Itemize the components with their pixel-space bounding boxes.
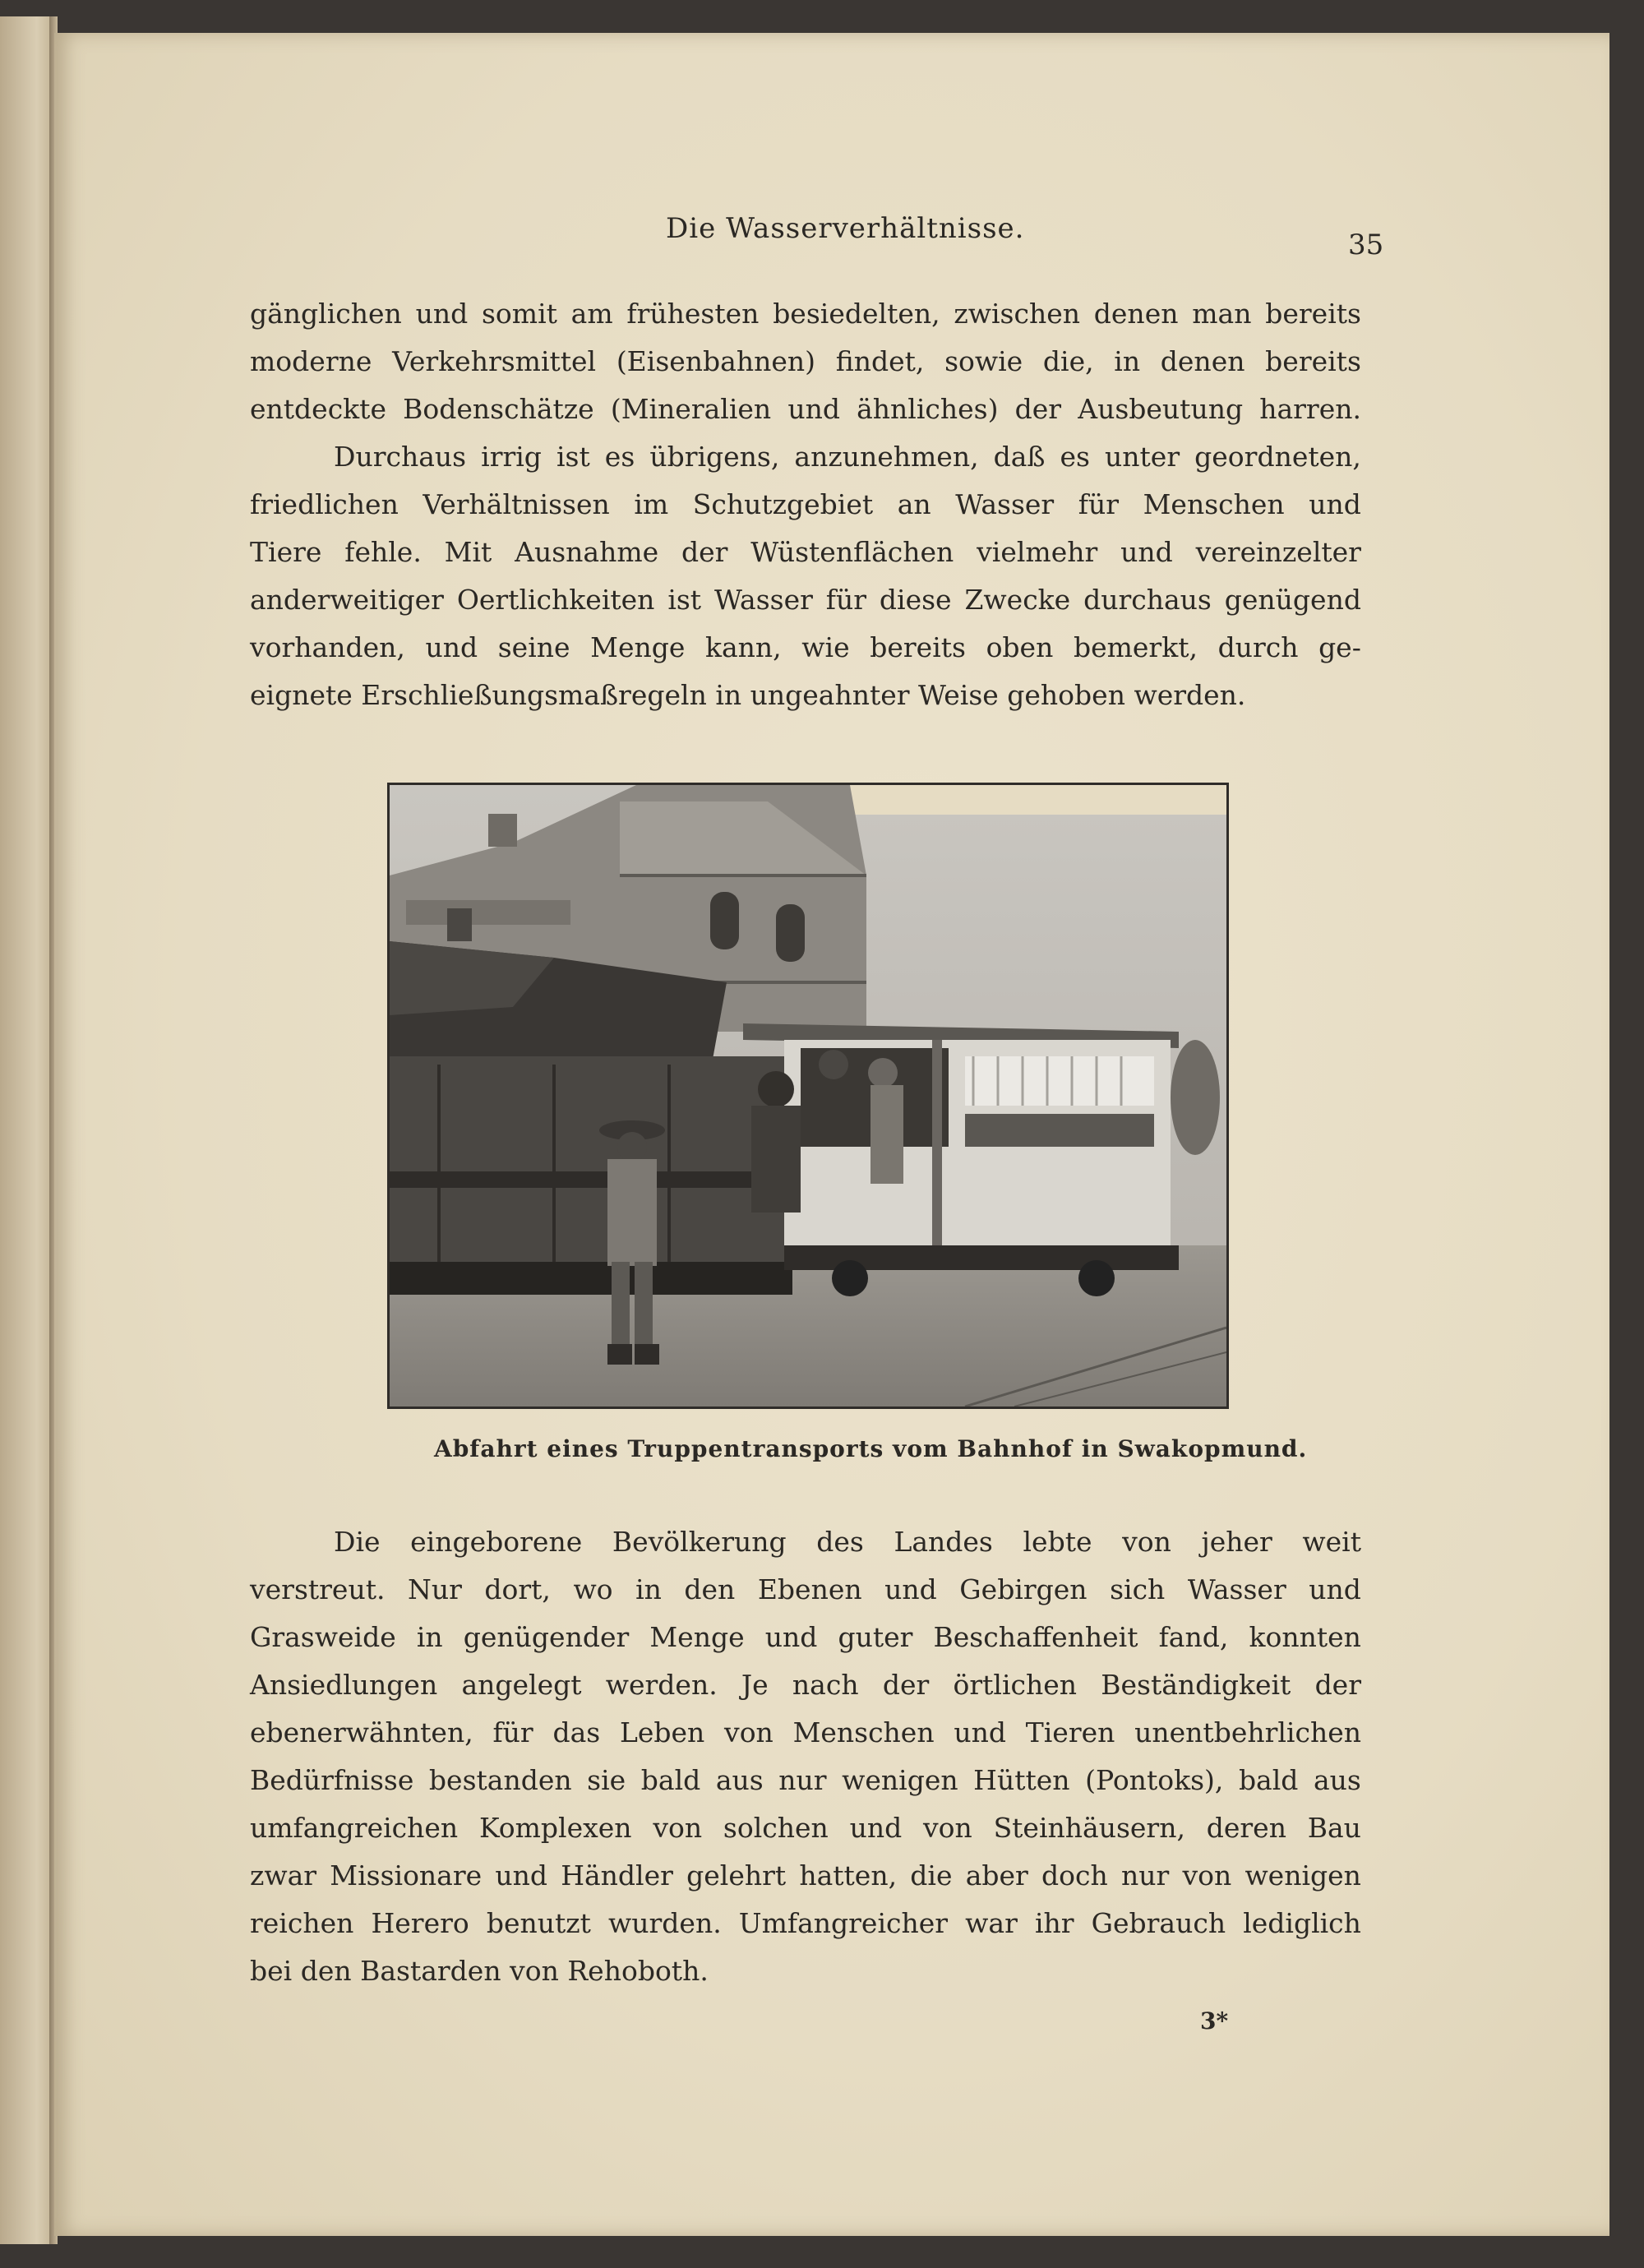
text-line: gänglichen und somit am frühesten besiedelten, zwischen denen man bereits — [250, 298, 1361, 330]
text-line: reichen Herero benutzt wurden. Umfangreicher war ihr Gebrauch lediglich — [250, 1907, 1361, 1939]
text-line: moderne Verkehrsmittel (Eisenbahnen) findet, sowie die, in denen bereits — [250, 345, 1361, 377]
text-line: Tiere fehle. Mit Ausnahme der Wüstenflächen vielmehr und vereinzelter — [250, 536, 1361, 568]
text-line: anderweitiger Oertlichkeiten ist Wasser für diese Zwecke durchaus genügend — [250, 584, 1361, 616]
text-line: Durchaus irrig ist es übrigens, anzunehmen, daß es unter geordneten, — [334, 441, 1361, 473]
text-line: Grasweide in genügender Menge und guter Beschaffenheit fand, konnten — [250, 1621, 1361, 1653]
figure-caption: Abfahrt eines Truppentransports vom Bahnhof in Swakopmund. — [434, 1435, 1308, 1462]
text-line: umfangreichen Komplexen von solchen und von Steinhäusern, deren Bau — [250, 1812, 1361, 1844]
text-line: verstreut. Nur dort, wo in den Ebenen und Gebirgen sich Wasser und — [250, 1573, 1361, 1605]
text-line: Die eingeborene Bevölkerung des Landes lebte von jeher weit — [334, 1526, 1361, 1558]
running-head: Die Wasserverhältnisse. — [666, 212, 1025, 245]
text-line: ebenerwähnten, für das Leben von Menschen und Tieren unentbehrlichen — [250, 1716, 1361, 1748]
text-line: Ansiedlungen angelegt werden. Je nach der örtlichen Beständigkeit der — [250, 1669, 1361, 1701]
text-line: zwar Missionare und Händler gelehrt hatten, die aber doch nur von wenigen — [250, 1859, 1361, 1892]
text-line: friedlichen Verhältnissen im Schutzgebiet an Wasser für Menschen und — [250, 488, 1361, 520]
text-line: bei den Bastarden von Rehoboth. — [250, 1955, 709, 1987]
page-number: 35 — [1348, 229, 1384, 261]
photograph-illustration — [390, 785, 1226, 1407]
signature-mark: 3* — [1200, 2007, 1229, 2035]
text-line: eignete Erschließungsmaßregeln in ungeahnter Weise gehoben werden. — [250, 679, 1246, 711]
text-line: entdeckte Bodenschätze (Mineralien und ähnliches) der Ausbeutung harren. — [250, 393, 1361, 425]
text-line: vorhanden, und seine Menge kann, wie bereits oben bemerkt, durch ge- — [250, 631, 1361, 663]
text-line: Bedürfnisse bestanden sie bald aus nur wenigen Hütten (Pontoks), bald aus — [250, 1764, 1361, 1796]
left-page-edge — [0, 16, 53, 2244]
photograph-troop-transport — [387, 783, 1229, 1409]
